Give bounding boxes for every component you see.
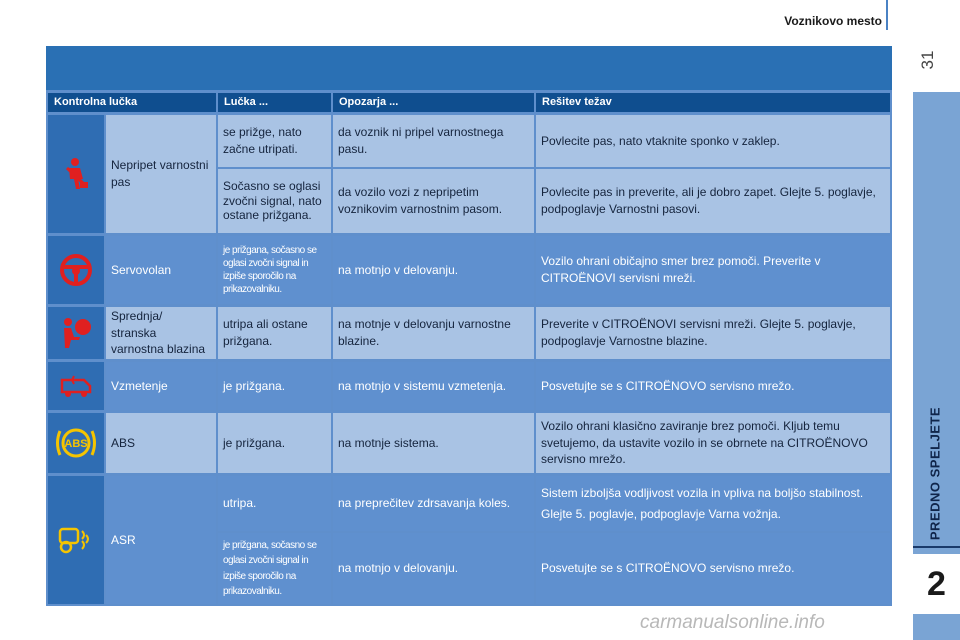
column-header-state: Lučka ...: [218, 93, 331, 112]
sidebar-divider: [913, 546, 960, 548]
row-seatbelt-state-a: se prižge, nato začne utripati.: [218, 115, 331, 167]
header-divider: [886, 0, 888, 30]
row-asr-state-a: utripa.: [218, 476, 331, 531]
row-airbag-warning: na motnje v delovanju varnostne blazine.: [333, 307, 534, 359]
row-seatbelt-warning-b: da vozilo vozi z nepripetim voznikovim varnostnim pasom.: [333, 169, 534, 233]
row-asr-warning-a: na preprečitev zdrsavanja koles.: [333, 476, 534, 531]
asr-icon: [48, 476, 104, 604]
row-seatbelt-solution-a: Povlecite pas, nato vtaknite sponko v zaklep.: [536, 115, 890, 167]
row-steering-solution: Vozilo ohrani običajno smer brez pomoči. Preverite v CITROËNOVI servisni mreži.: [536, 236, 890, 304]
row-seatbelt-solution-b: Povlecite pas in preverite, ali je dobro zapet. Glejte 5. poglavje, podpoglavje Varnostni pasovi.: [536, 169, 890, 233]
power-steering-icon: [48, 236, 104, 304]
row-airbag-state: utripa ali ostane prižgana.: [218, 307, 331, 359]
page-number: [908, 38, 948, 78]
row-suspension-solution: Posvetujte se s CITROËNOVO servisno mrežo.: [536, 362, 890, 410]
row-steering-state: je prižgana, sočasno se oglasi zvočni signal in izpiše sporočilo na prikazovalniku.: [218, 236, 331, 304]
page-number-text: 31: [918, 50, 937, 70]
row-abs-state: je prižgana.: [218, 413, 331, 473]
row-asr-solution-a-line1: Sistem izboljša vodljivost vozila in vpliva na boljšo stabilnost.: [541, 485, 864, 500]
row-suspension-state: je prižgana.: [218, 362, 331, 410]
row-asr-state-b: je prižgana, sočasno se oglasi zvočni signal in izpiše sporočilo na prikazovalniku.: [218, 533, 331, 604]
row-asr-solution-b: Posvetujte se s CITROËNOVO servisno mrežo.: [536, 533, 890, 604]
suspension-icon: [48, 362, 104, 410]
row-asr-solution-a: [536, 476, 890, 531]
row-steering-warning: na motnjo v delovanju.: [333, 236, 534, 304]
row-abs-warning: na motnje sistema.: [333, 413, 534, 473]
row-asr-solution-a-line2: Glejte 5. poglavje, podpoglavje Varna vožnja.: [541, 506, 781, 521]
warning-lights-table: [46, 46, 892, 606]
section-header: Voznikovo mesto: [784, 14, 882, 28]
row-steering-name: Servovolan: [106, 236, 216, 304]
column-header-solution: Rešitev težav: [536, 93, 890, 112]
watermark: carmanualsonline.info: [640, 612, 825, 633]
seatbelt-warning-icon: [48, 115, 104, 233]
abs-icon: [48, 413, 104, 473]
chapter-sidebar: [913, 92, 960, 640]
row-suspension-name: Vzmetenje: [106, 362, 216, 410]
row-asr-warning-b: na motnjo v delovanju.: [333, 533, 534, 604]
row-seatbelt-name: Nepripet varnostni pas: [106, 115, 216, 233]
row-seatbelt-warning-a: da voznik ni pripel varnostnega pasu.: [333, 115, 534, 167]
row-abs-solution: Vozilo ohrani klasično zaviranje brez pomoči. Kljub temu svetujemo, da ustavite vozilo in se obrnete na CITROËNOVO servisno mrežo.: [536, 413, 890, 473]
row-seatbelt-state-b: Sočasno se oglasi zvočni signal, nato ostane prižgana.: [218, 169, 331, 233]
row-airbag-name: Sprednja/ stranska varnostna blazina: [106, 307, 216, 359]
chapter-number: 2: [913, 554, 960, 614]
sidebar-section-title: PREDNO SPELJETE: [927, 406, 943, 541]
row-airbag-solution: Preverite v CITROËNOVI servisni mreži. Glejte 5. poglavje, podpoglavje Varnostne blazine.: [536, 307, 890, 359]
table-title-band: [46, 46, 892, 90]
row-suspension-warning: na motnjo v sistemu vzmetenja.: [333, 362, 534, 410]
abs-icon-label: ABS: [64, 438, 88, 450]
column-header-warning: Opozarja ...: [333, 93, 534, 112]
airbag-icon: [48, 307, 104, 359]
row-asr-name: ASR: [106, 476, 216, 604]
column-header-light: Kontrolna lučka: [48, 93, 216, 112]
row-abs-name: ABS: [106, 413, 216, 473]
